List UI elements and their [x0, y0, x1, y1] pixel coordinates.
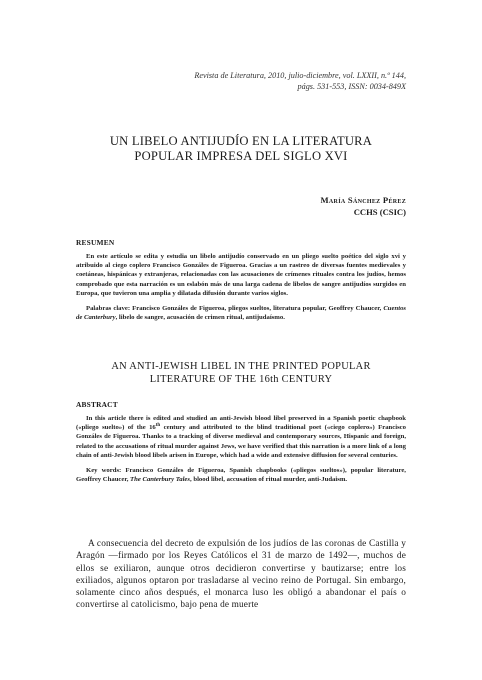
resumen-keywords-b: , libelo de sangre, acusación de crimen ritual, antijudaísmo.	[115, 314, 285, 322]
author-name: María Sánchez Pérez	[320, 195, 406, 205]
resumen-keywords-italic: Cuentos de Canterbury	[76, 305, 407, 322]
resumen-keywords-label: Palabras clave:	[86, 305, 131, 313]
journal-line-1: Revista de Literatura, 2010, julio-diciembre, vol. LXXII, n.º 144,	[194, 71, 406, 80]
journal-line-2: págs. 531-553, ISSN: 0034-849X	[297, 82, 406, 91]
abstract-text	[76, 414, 406, 460]
title-spanish-line-2: POPULAR IMPRESA DEL SIGLO XVI	[134, 148, 348, 163]
author-affiliation: CCHS (CSIC)	[353, 206, 406, 217]
body-paragraph: A consecuencia del decreto de expulsión de los judíos de las coronas de Castilla y Aragón —firmado por los Reyes Católicos el 31 de marzo de 1492—, muchos de ellos se exiliaron, aunque otros decidieron convertirse y bautizarse; entre los exiliados, algunos optaron por trasladarse al vecino reino de Portugal. Sin embargo, solamente cinco años después, el monarca luso les obligó a abandonar el país o convertirse al catolicismo, bajo pena de muerte	[76, 539, 406, 611]
journal-citation	[76, 70, 406, 92]
title-english	[60, 360, 422, 386]
abstract-heading: ABSTRACT	[76, 400, 118, 409]
title-english-line-1: AN ANTI-JEWISH LIBEL IN THE PRINTED POPULAR	[111, 361, 371, 372]
resumen-text: En este artículo se edita y estudia un libelo antijudío conservado en un pliego suelto poético del siglo xvi y atribuido al ciego coplero Francisco Gonzáles de Figueroa. Gracias a un rastreo de diversas fuentes medievales y coetáneas, hispánicas y extranjeras, relacionadas con las acusaciones de crímenes rituales contra los judíos, hemos comprobado que esta narración es un eslabón más de una larga cadena de libelos de sangre antijudíos surgidos en Europa, que tuvieron una amplia y dilatada difusión durante varios siglos.	[76, 253, 406, 297]
body-section	[76, 538, 406, 612]
abstract-section	[76, 414, 406, 484]
abstract-text-a: In this article there is edited and studied an anti-Jewish blood libel preserved in a Spanish poetic chapbook («pliego suelto») of the 16	[76, 415, 406, 432]
abstract-text-sup: th	[155, 422, 161, 428]
resumen-keywords-a: Francisco Gonzáles de Figueroa, pliegos sueltos, literatura popular, Geoffrey Chaucer,	[132, 305, 382, 313]
abstract-keywords-a: Francisco Gonzáles de Figueroa, Spanish chapbooks («pliegos sueltos»), popular literature, Geoffrey Chaucer,	[76, 467, 406, 484]
author-block	[321, 195, 406, 218]
abstract-keywords-label: Key words:	[86, 467, 122, 475]
resumen-keywords	[76, 304, 406, 322]
resumen-heading: RESUMEN	[76, 238, 115, 247]
title-spanish-line-1: UN LIBELO ANTIJUDÍO EN LA LITERATURA	[109, 134, 373, 148]
abstract-keywords-b: , blood libel, accusation of ritual murder, anti-Judaism.	[190, 476, 348, 484]
resumen-section	[76, 252, 406, 322]
abstract-keywords	[76, 466, 406, 484]
abstract-keywords-italic: The Canterbury Tales	[130, 476, 190, 484]
title-spanish	[60, 134, 422, 163]
abstract-text-b: century and attributed to the blind traditional poet («ciego coplero») Francisco Gonzáles de Figueroa. Thanks to a tracking of diverse medieval and contemporary sources, Hispanic and foreign, related to the accusations of ritual murder against Jews, we have verified that this narration is a more link of a long chain of anti-Jewish blood libels arisen in Europe, which had a wide and extensive diffusion for several centuries.	[76, 424, 406, 459]
title-english-line-2: LITERATURE OF THE 16th CENTURY	[149, 374, 333, 385]
